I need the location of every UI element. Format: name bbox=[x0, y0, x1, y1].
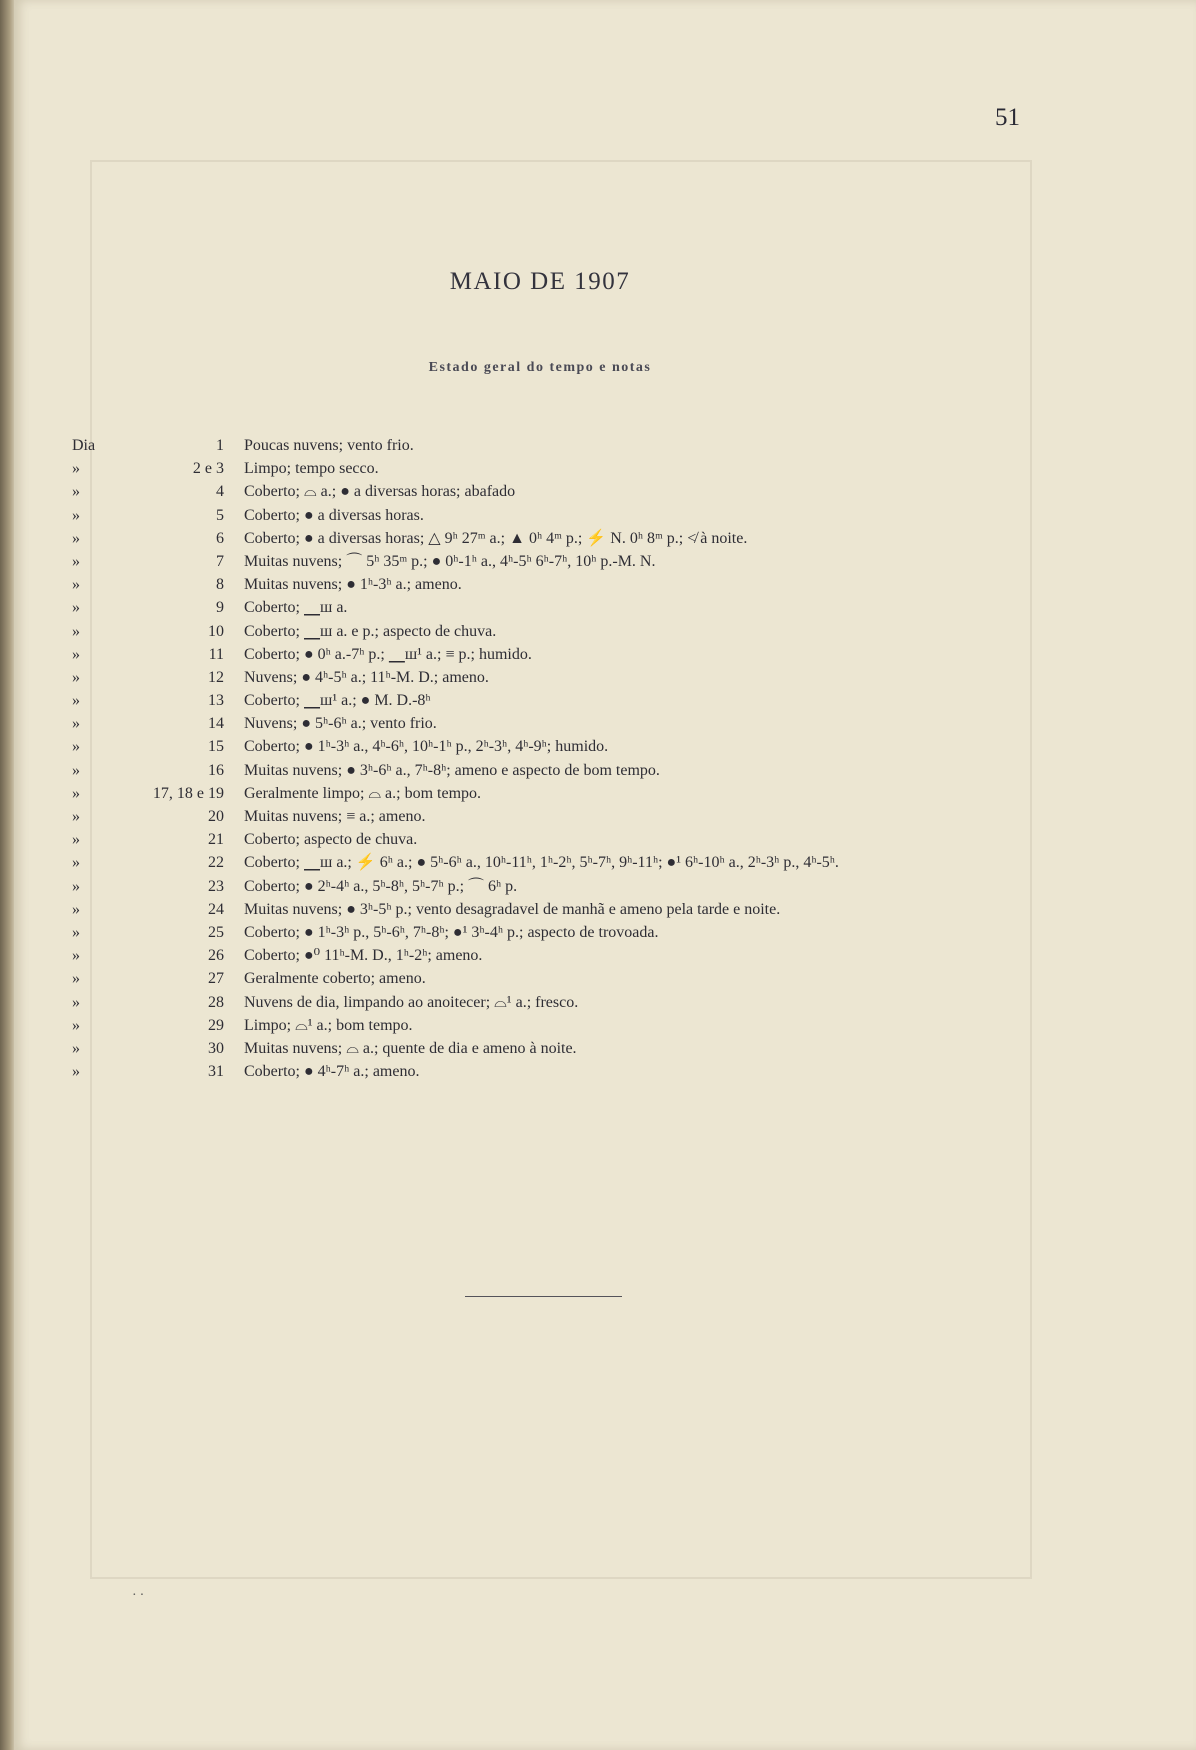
day-prefix: » bbox=[72, 761, 80, 779]
list-item bbox=[72, 434, 1072, 457]
day-prefix: » bbox=[72, 460, 80, 478]
weather-note: Coberto; ● 4ʰ-7ʰ a.; ameno. bbox=[244, 1063, 420, 1081]
day-number: 7 bbox=[216, 552, 224, 570]
day-number: 14 bbox=[208, 715, 224, 733]
weather-note: Coberto; ● a diversas horas. bbox=[244, 506, 424, 524]
day-prefix: » bbox=[72, 947, 80, 965]
list-item bbox=[72, 898, 1072, 921]
list-item bbox=[72, 1037, 1072, 1060]
day-number: 13 bbox=[208, 692, 224, 710]
day-number: 26 bbox=[208, 947, 224, 965]
weather-note: Muitas nuvens; ● 3ʰ-6ʰ a., 7ʰ-8ʰ; ameno e aspecto de bom tempo. bbox=[244, 761, 660, 779]
weather-note: Coberto; ●⁰ 11ʰ-M. D., 1ʰ-2ʰ; ameno. bbox=[244, 947, 483, 965]
day-prefix: » bbox=[72, 506, 80, 524]
weather-note: Coberto; ● 1ʰ-3ʰ p., 5ʰ-6ʰ, 7ʰ-8ʰ; ●¹ 3ʰ-4ʰ p.; aspecto de trovoada. bbox=[244, 923, 659, 941]
day-number: 27 bbox=[208, 970, 224, 988]
weather-note: Geralmente limpo; ⌓ a.; bom tempo. bbox=[244, 784, 482, 802]
day-number: 9 bbox=[216, 599, 224, 617]
day-number: 8 bbox=[216, 576, 224, 594]
day-number: 2 e 3 bbox=[192, 460, 224, 478]
list-item bbox=[72, 504, 1072, 527]
weather-note: Geralmente coberto; ameno. bbox=[244, 970, 426, 988]
page-number: 51 bbox=[995, 104, 1020, 131]
list-item bbox=[72, 828, 1072, 851]
weather-note: Muitas nuvens; ● 3ʰ-5ʰ p.; vento desagradavel de manhã e ameno pela tarde e noite. bbox=[244, 900, 781, 918]
day-number: 4 bbox=[216, 483, 224, 501]
day-prefix: Dia bbox=[72, 437, 96, 454]
day-number: 28 bbox=[208, 993, 224, 1011]
day-prefix: » bbox=[72, 645, 80, 663]
list-item bbox=[72, 967, 1072, 990]
list-item bbox=[72, 573, 1072, 596]
list-item bbox=[72, 620, 1072, 643]
list-item bbox=[72, 527, 1072, 550]
list-item bbox=[72, 805, 1072, 828]
day-number: 17, 18 e 19 bbox=[152, 784, 224, 802]
weather-note: Coberto; ● 2ʰ-4ʰ a., 5ʰ-8ʰ, 5ʰ-7ʰ p.; ⌒ 6ʰ p. bbox=[244, 877, 518, 895]
day-prefix: » bbox=[72, 784, 80, 802]
weather-note: Poucas nuvens; vento frio. bbox=[244, 437, 414, 454]
day-prefix: » bbox=[72, 576, 80, 594]
day-number: 10 bbox=[208, 622, 224, 640]
day-prefix: » bbox=[72, 738, 80, 756]
list-item bbox=[72, 550, 1072, 573]
list-item bbox=[72, 596, 1072, 619]
list-item bbox=[72, 759, 1072, 782]
day-number: 20 bbox=[208, 808, 224, 825]
weather-note: Coberto; ⎽ш a. e p.; aspecto de chuva. bbox=[244, 622, 497, 640]
weather-note: Coberto; aspecto de chuva. bbox=[244, 831, 418, 849]
list-item bbox=[72, 457, 1072, 480]
weather-note: Muitas nuvens; ⌒ 5ʰ 35ᵐ p.; ● 0ʰ-1ʰ a., 4ʰ-5ʰ 6ʰ-7ʰ, 10ʰ p.-M. N. bbox=[244, 552, 656, 570]
day-prefix: » bbox=[72, 529, 80, 547]
day-number: 6 bbox=[216, 529, 224, 547]
closing-rule bbox=[465, 1296, 622, 1297]
page-title: MAIO DE 1907 bbox=[449, 268, 631, 295]
weather-note: Coberto; ⎽ш¹ a.; ● M. D.-8ʰ bbox=[244, 692, 431, 710]
day-number: 5 bbox=[216, 506, 224, 524]
weather-note: Coberto; ● 1ʰ-3ʰ a., 4ʰ-6ʰ, 10ʰ-1ʰ p., 2ʰ-3ʰ, 4ʰ-9ʰ; humido. bbox=[244, 738, 609, 756]
day-prefix: » bbox=[72, 993, 80, 1011]
day-number: 23 bbox=[208, 877, 224, 895]
list-item bbox=[72, 643, 1072, 666]
list-item bbox=[72, 851, 1072, 874]
day-prefix: » bbox=[72, 483, 80, 501]
day-prefix: » bbox=[72, 715, 80, 733]
day-prefix: » bbox=[72, 877, 80, 895]
day-prefix: » bbox=[72, 831, 80, 849]
list-item bbox=[72, 944, 1072, 967]
day-number: 21 bbox=[208, 831, 224, 849]
day-prefix: » bbox=[72, 900, 80, 918]
list-item bbox=[72, 782, 1072, 805]
list-item bbox=[72, 689, 1072, 712]
list-item bbox=[72, 921, 1072, 944]
day-number: 30 bbox=[208, 1039, 224, 1057]
day-prefix: » bbox=[72, 692, 80, 710]
day-prefix: » bbox=[72, 1063, 80, 1081]
weather-note: Limpo; ⌓¹ a.; bom tempo. bbox=[244, 1016, 413, 1034]
weather-note: Coberto; ● 0ʰ a.-7ʰ p.; ⎽ш¹ a.; ≡ p.; humido. bbox=[244, 645, 532, 663]
day-prefix: » bbox=[72, 599, 80, 617]
day-prefix: » bbox=[72, 970, 80, 988]
day-number: 15 bbox=[208, 738, 224, 756]
weather-note: Muitas nuvens; ⌓ a.; quente de dia e ameno à noite. bbox=[244, 1039, 577, 1057]
day-prefix: » bbox=[72, 1016, 80, 1034]
list-item bbox=[72, 991, 1072, 1014]
day-prefix: » bbox=[72, 923, 80, 941]
day-prefix: » bbox=[72, 854, 80, 872]
list-item bbox=[72, 875, 1072, 898]
weather-note: Muitas nuvens; ● 1ʰ-3ʰ a.; ameno. bbox=[244, 576, 462, 594]
day-number: 11 bbox=[208, 645, 224, 663]
day-prefix: » bbox=[72, 1039, 80, 1057]
day-number: 24 bbox=[208, 900, 224, 918]
weather-note: Nuvens; ● 5ʰ-6ʰ a.; vento frio. bbox=[244, 715, 437, 733]
section-subtitle: Estado geral do tempo e notas bbox=[428, 360, 652, 375]
day-number: 29 bbox=[208, 1016, 224, 1034]
list-item bbox=[72, 666, 1072, 689]
day-prefix: » bbox=[72, 622, 80, 640]
day-prefix: » bbox=[72, 668, 80, 686]
day-number: 25 bbox=[208, 923, 224, 941]
day-number: 22 bbox=[208, 854, 224, 872]
day-number: 31 bbox=[208, 1063, 224, 1081]
day-number: 1 bbox=[216, 437, 224, 454]
day-prefix: » bbox=[72, 552, 80, 570]
weather-note: Coberto; ⎽ш a.; ⚡ 6ʰ a.; ● 5ʰ-6ʰ a., 10ʰ-11ʰ, 1ʰ-2ʰ, 5ʰ-7ʰ, 9ʰ-11ʰ; ●¹ 6ʰ-10ʰ a., 2ʰ-3ʰ p., 4ʰ-5ʰ. bbox=[244, 854, 839, 872]
list-item bbox=[72, 1060, 1072, 1083]
weather-note: Limpo; tempo secco. bbox=[244, 460, 379, 478]
day-prefix: » bbox=[72, 808, 80, 825]
weather-note: Muitas nuvens; ≡ a.; ameno. bbox=[244, 808, 426, 825]
weather-note: Coberto; ⎽ш a. bbox=[244, 599, 348, 617]
weather-note: Nuvens de dia, limpando ao anoitecer; ⌓¹ a.; fresco. bbox=[244, 993, 579, 1011]
day-number: 16 bbox=[208, 761, 224, 779]
weather-note: Nuvens; ● 4ʰ-5ʰ a.; 11ʰ-M. D.; ameno. bbox=[244, 668, 489, 686]
paper-specks: ·· bbox=[132, 1588, 148, 1603]
list-item bbox=[72, 712, 1072, 735]
weather-notes-list bbox=[72, 434, 1072, 1083]
list-item bbox=[72, 735, 1072, 758]
day-number: 12 bbox=[208, 668, 224, 686]
list-item bbox=[72, 480, 1072, 503]
weather-note: Coberto; ● a diversas horas; △ 9ʰ 27ᵐ a.; ▲ 0ʰ 4ᵐ p.; ⚡ N. 0ʰ 8ᵐ p.; ≮ à noite. bbox=[244, 529, 748, 547]
weather-note: Coberto; ⌓ a.; ● a diversas horas; abafado bbox=[244, 483, 516, 501]
list-item bbox=[72, 1014, 1072, 1037]
